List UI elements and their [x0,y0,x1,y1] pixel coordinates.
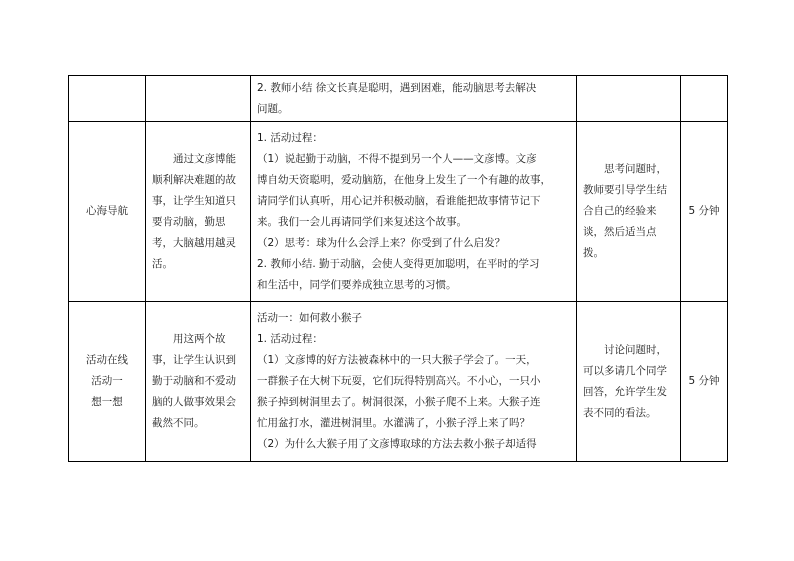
time-cell: 5 分钟 [681,122,728,302]
content-line: 活动一：如何救小猴子 [257,312,362,324]
content-line: 请同学们认真听，用心记并积极动脑，看谁能把故事情节记下 [257,194,541,207]
note-cell [577,122,681,302]
table-row [69,302,728,462]
content-line: （1）文彦博的好方法被森林中的一只大猴子学会了。一天， [257,354,537,366]
content-cell [251,302,577,462]
table-row [69,76,728,122]
table-row [69,122,728,302]
content-line: 和生活中，同学们要养成独立思考的习惯。 [257,278,457,291]
module-cell [69,302,146,462]
intent-cell [146,302,251,462]
content-line: 猴子掉到树洞里去了。树洞很深，小猴子爬不上来。大猴子连 [257,396,541,408]
content-line: 问题。 [257,102,289,115]
intent-text: 用这两个故事，让学生认识到勤于动脑和不爱动脑的人做事效果会截然不同。 [152,333,236,429]
content-line: （1）说起勤于动脑，不得不提到另一个人——文彦博。文彦 [257,152,537,165]
time-cell [681,76,728,122]
module-cell: 心海导航 [69,122,146,302]
content-line: 博自幼天资聪明，爱动脑筋，在他身上发生了一个有趣的故事， [257,173,551,186]
intent-text: 通过文彦博能顺利解决难题的故事，让学生知道只要肯动脑，勤思考，大脑越用越灵活。 [152,152,236,270]
note-cell [577,302,681,462]
lesson-plan-table [68,75,728,462]
content-line: （2）思考：球为什么会浮上来？你受到了什么启发？ [257,236,506,249]
content-line: 忙用盆打水，灌进树洞里。水灌满了，小猴子浮上来了吗？ [257,417,530,429]
note-cell [577,76,681,122]
content-line: 1. 活动过程： [257,333,323,345]
content-line: （2）为什么大猴子用了文彦博取球的方法去救小猴子却适得 [257,438,537,450]
content-line: 2. 教师小结. 勤于动脑，会使人变得更加聪明，在平时的学习 [257,257,540,270]
content-line: 来。我们一会儿再请同学们来复述这个故事。 [257,215,467,228]
module-cell [69,76,146,122]
note-text: 思考问题时，教师要引导学生结合自己的经验来谈，然后适当点拨。 [583,163,667,259]
module-line: 活动在线 [86,354,128,366]
time-cell: 5 分钟 [681,302,728,462]
content-line: 2. 教师小结 徐文长真是聪明，遇到困难，能动脑思考去解决 [257,81,537,94]
module-line: 活动一 [91,375,123,387]
module-line: 想一想 [91,396,123,408]
note-text: 讨论问题时，可以多请几个同学回答，允许学生发表不同的看法。 [583,343,667,419]
content-cell [251,76,577,122]
intent-cell [146,122,251,302]
intent-cell [146,76,251,122]
content-line: 一群猴子在大树下玩耍，它们玩得特别高兴。不小心，一只小 [257,375,541,387]
content-line: 1. 活动过程： [257,131,323,144]
content-cell [251,122,577,302]
